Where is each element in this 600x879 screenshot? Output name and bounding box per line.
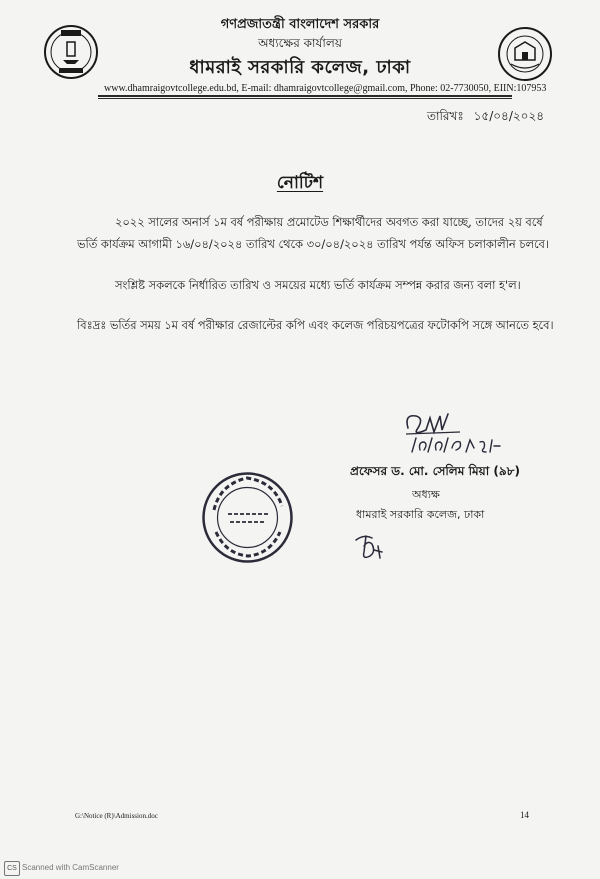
header-divider: [98, 95, 512, 97]
college-seal-stamp: [200, 470, 295, 565]
notice-paragraph-1-line-2: ভর্তি কার্যক্রম আগামী ১৬/০৪/২০২৪ তারিখ থেকে ৩০/০৪/২০২৪ তারিখ পর্যন্ত অফিস চলাকালীন চলবে।: [77, 237, 549, 251]
college-heading: ধামরাই সরকারি কলেজ, ঢাকা: [189, 57, 411, 78]
notice-title: নোটিশ: [276, 173, 324, 193]
header-divider-thin: [98, 98, 512, 99]
notice-date: [427, 108, 544, 128]
camscanner-icon: CS: [4, 861, 20, 876]
date-label: তারিখঃ: [427, 109, 464, 123]
office-heading: অধ্যক্ষের কার্যালয়: [258, 36, 342, 50]
signatory-name: প্রফেসর ড. মো. সেলিম মিয়া (৯৮): [350, 464, 520, 478]
signatory-college: ধামরাই সরকারি কলেজ, ঢাকা: [356, 508, 485, 521]
date-value: ১৫/০৪/২০২৪: [473, 109, 545, 123]
scanner-watermark: Scanned with CamScanner: [22, 863, 119, 872]
government-heading: গণপ্রজাতন্ত্রী বাংলাদেশ সরকার: [220, 17, 380, 32]
notice-paragraph-3: বিঃদ্রঃ ভর্তির সময় ১ম বর্ষ পরীক্ষার রেজাল্টের কপি এবং কলেজ পরিচয়পত্রের ফটোকপি সঙ্গে আনতে হবে।: [77, 318, 554, 332]
document-file-path: G:\Notice (R)\Admission.doc: [75, 812, 158, 820]
notice-paragraph-2: সংশ্লিষ্ট সকলকে নির্ধারিত তারিখ ও সময়ের মধ্যে ভর্তি কার্যক্রম সম্পন্ন করার জন্য বলা হ'ল।: [115, 278, 521, 292]
page-number: 14: [520, 810, 529, 820]
handwritten-initial: [352, 530, 388, 562]
notice-paragraph-1-line-1: ২০২২ সালের অনার্স ১ম বর্ষ পরীক্ষায় প্রমোটেড শিক্ষার্থীদের অবগত করা যাচ্ছে, তাদের ২য় বর্ষে: [115, 215, 543, 229]
signatory-title: অধ্যক্ষ: [412, 488, 440, 501]
handwritten-signature: [400, 408, 510, 458]
contact-line: www.dhamraigovtcollege.edu.bd, E-mail: dhamraigovtcollege@gmail.com, Phone: 02-7730050, EIIN:107953: [104, 83, 547, 94]
